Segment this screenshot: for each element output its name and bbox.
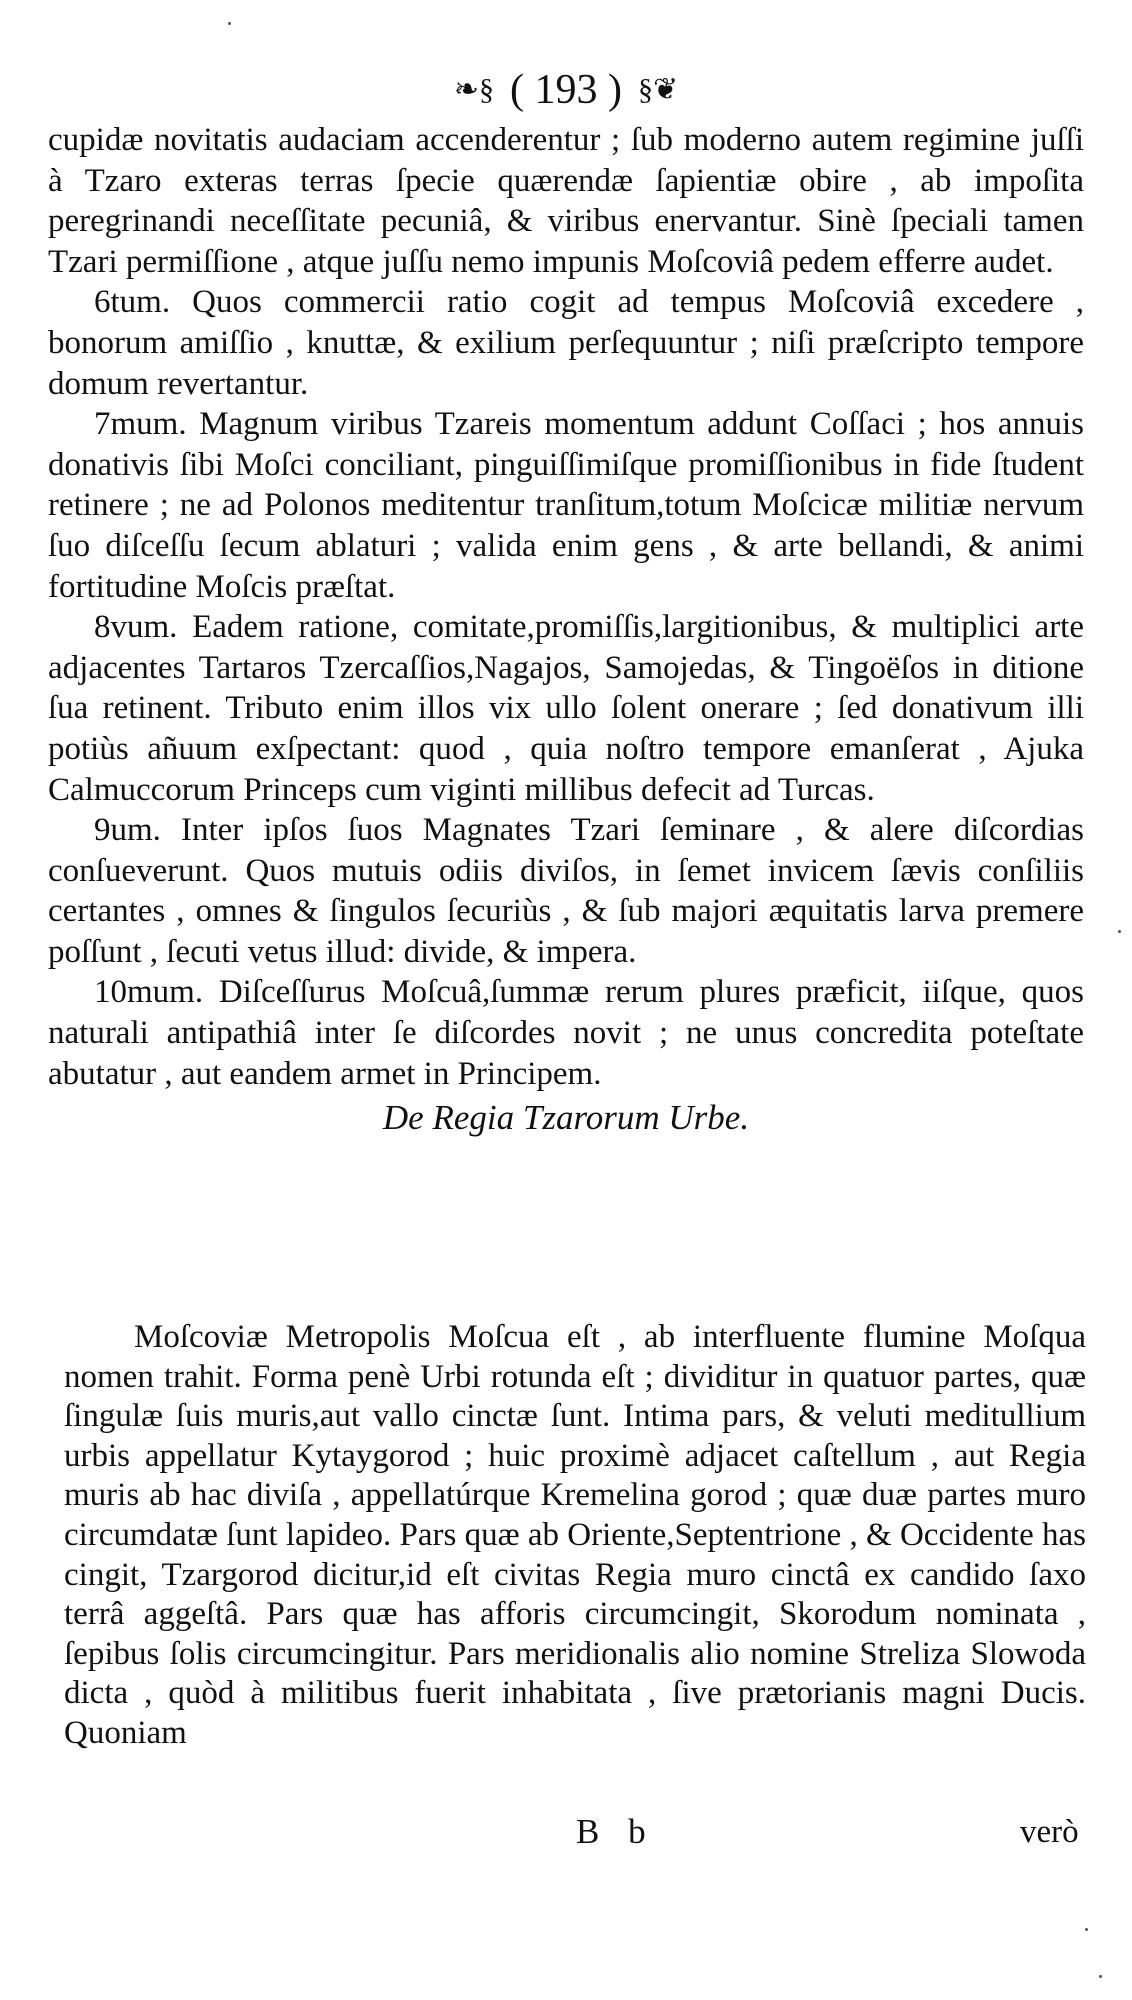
paper-speck [1118,930,1121,933]
paragraph-10mum: 10mum. Diſceſſurus Moſcuâ,ſummæ rerum plures præficit, iiſque, quos naturali antipathiâ inter ſe diſcordes novit ; ne unus concredita poteſtate abutatur , aut eandem armet in Principem. [48,974,1084,1092]
paragraph-9um: 9um. Inter ipſos ſuos Magnates Tzari ſeminare , & alere diſcordias conſueverunt. Quos mutuis odiis diviſos, in ſemet invicem ſævis conſiliis certantes , omnes & ſingulos ſecuriùs , & ſub majori æquitatis larva premere poſſunt , ſecuti vetus illud: divide, & impera. [48,812,1084,970]
paragraph-continuation: cupidæ novitatis audaciam accenderentur ; ſub moderno autem regimine juſſi à Tzaro exteras terras ſpecie quærendæ ſapientiæ obire , ab impoſita peregrinandi neceſſitate pecuniâ, & viribus enervantur. Sinè ſpeciali tamen Tzari permiſſione , atque juſſu nemo impunis Moſcoviâ pedem efferre audet. [48,122,1084,280]
paper-speck [1085,1928,1088,1931]
ornament-left-icon: ❧§ [453,72,494,106]
section-title: De Regia Tzarorum Urbe. [382,1098,750,1138]
page-footer [0,1812,1132,1862]
catchword: verò [1020,1814,1079,1850]
page-header [0,62,1132,114]
page-number: ( 193 ) [510,66,622,113]
paragraph-6tum: 6tum. Quos commercii ratio cogit ad tempus Moſcoviâ excedere , bonorum amiſſio , knuttæ, & exilium perſequuntur ; niſi præſcripto tempore domum revertantur. [48,284,1084,402]
paper-speck [1099,1975,1102,1978]
paper-speck [228,22,231,25]
paragraph-moscovia: Moſcoviæ Metropolis Moſcua eſt , ab interfluente flumine Moſqua nomen trahit. Forma penè Urbi rotunda eſt ; dividitur in quatuor partes, quæ ſingulæ ſuis muris,aut vallo cinctæ ſunt. Intima pars, & veluti meditullium urbis appellatur Kytaygorod ; huic proximè adjacet caſtellum , aut Regia muris ab hac diviſa , appellatúrque Kremelina gorod ; quæ duæ partes muro circumdatæ ſunt lapideo. Pars quæ ab Oriente,Septentrione , & Occidente has cingit, Tzargorod dicitur,id eſt civitas Regia muro cinctâ ex candido ſaxo terrâ aggeſtâ. Pars quæ has afforis circumcingit, Skorodum nominata , ſepibus ſolis circumcingitur. Pars meridionalis alio nomine Streliza Slowoda dicta , quòd à militibus fuerit inhabitata , ſive prætorianis magni Ducis. Quoniam [64,1319,1086,1751]
paragraph-7mum: 7mum. Magnum viribus Tzareis momentum addunt Coſſaci ; hos annuis donativis ſibi Moſci conciliant, pinguiſſimiſque promiſſionibus in fide ſtudent retinere ; ne ad Polonos meditentur tranſitum,totum Moſcicæ militiæ nervum ſuo diſceſſu ſecum ablaturi ; valida enim gens , & arte bellandi, & animi fortitudine Moſcis præſtat. [48,406,1084,605]
ornament-right-icon: §❦ [637,72,679,106]
body-text-bottom [64,1318,1086,1754]
signature-mark: B b [576,1812,656,1851]
paragraph-8vum: 8vum. Eadem ratione, comitate,promiſſis,largitionibus, & multiplici arte adjacentes Tartaros Tzercaſſios,Nagajos, Samojedas, & Tingoëſos in ditione ſua retinent. Tributo enim illos vix ullo ſolent onerare ; ſed donativum illi potiùs añuum exſpectant: quod , quia noſtro tempore emanſerat , Ajuka Calmuccorum Princeps cum viginti millibus defecit ad Turcas. [48,609,1084,808]
body-text-top [48,120,1084,1140]
